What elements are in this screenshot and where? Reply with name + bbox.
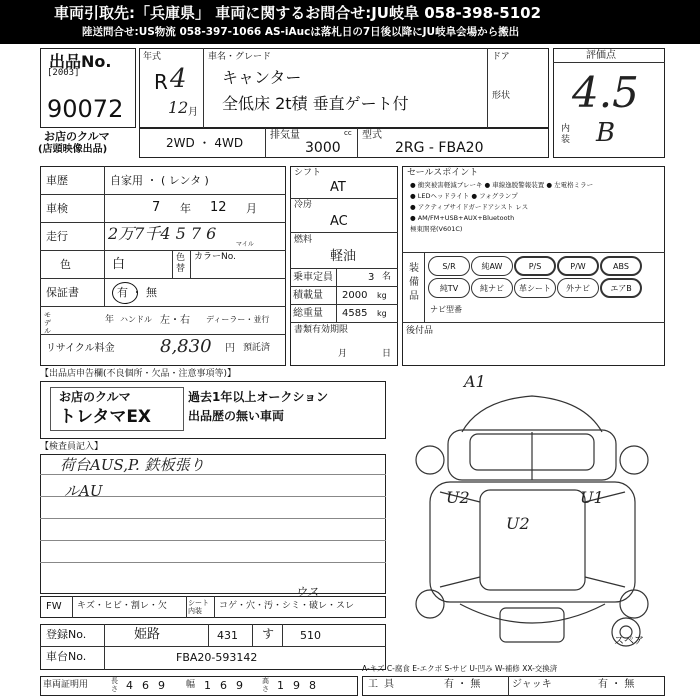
shift-label: シフト	[294, 168, 322, 178]
inspector-line1: 荷台AUS,P. 鉄板張り	[60, 456, 205, 474]
defect-fw: FW	[46, 601, 62, 612]
shop-notice-label: 【出品店申告欄(不良個所・欠品・注意事項等)】	[40, 369, 237, 379]
wheel-fr	[620, 446, 648, 474]
promo-line1: お店のクルマ	[59, 390, 131, 404]
shape-label: 形状	[492, 91, 511, 101]
header-line2: 陸送問合せ:US物流 058-397-1066 AS-iAucは落札日の7日後以降にJU岐阜会場から搬出	[82, 26, 520, 38]
warranty-label: 保証書	[46, 286, 79, 299]
registration-place: 姫路	[134, 627, 161, 642]
interior-label: 内装	[561, 124, 571, 145]
defect-note: ウス	[295, 585, 319, 599]
wheel-rl	[416, 590, 444, 618]
load-value: 2000	[342, 290, 368, 301]
sales-point-5: 極東開発(V601C)	[410, 225, 463, 233]
recycle-value: 8,830	[160, 336, 212, 357]
defect-fw-items: キズ・ヒビ・割レ・欠	[77, 601, 167, 611]
inspector-line2: ルAU	[64, 482, 103, 500]
defect-legend: A-キズ C-腐食 E-エクボ S-サビ U-凹み W-補修 XX-交換済	[362, 664, 558, 673]
header-line1: 車両引取先:「兵庫県」 車両に関するお問合せ:JU岐阜 058-398-5102	[54, 4, 542, 22]
equip-pw: P/W	[557, 256, 599, 276]
warranty-options: 有 ・ 無	[117, 286, 157, 299]
color-change-label: 色替	[176, 253, 186, 274]
equip-airbag: エアB	[600, 278, 642, 298]
color-no-label: カラーNo.	[194, 252, 236, 262]
pillar-rr	[585, 577, 625, 587]
mileage-value: 2万7千4 5 7 6	[108, 224, 217, 243]
color-value: 白	[112, 257, 126, 272]
handle-value: 左・右	[160, 315, 190, 326]
chassis-label: 車台No.	[46, 650, 87, 663]
displacement-unit: cc	[344, 129, 352, 137]
sales-point-3: ● アクティブサイドガードアシスト レス	[410, 203, 529, 211]
roof-outline	[462, 396, 602, 432]
inspection-year-unit: 年	[180, 202, 191, 215]
total-weight-value: 4585	[342, 308, 368, 319]
tools-value: 有 ・ 無	[444, 679, 481, 690]
cert-len: 469	[126, 679, 174, 692]
car-name-label: 車名・グレード	[208, 52, 272, 62]
tools-label: 工具	[368, 679, 400, 690]
model-year-small: 年	[105, 315, 115, 325]
inspection-label: 車検	[46, 202, 68, 215]
diagram-spare-label: スペア	[614, 636, 644, 647]
sales-point-4: ● AM/FM+USB+AUX+Bluetooth	[410, 214, 515, 222]
promo-line2: トレタマEX	[59, 407, 152, 427]
vehicle-diagram	[400, 372, 665, 662]
total-weight-unit: kg	[377, 309, 387, 318]
history-label: 車歴	[46, 174, 68, 187]
pillar-rl	[440, 577, 480, 587]
total-weight-label: 総重量	[293, 308, 323, 319]
equip-leather: 革シート	[514, 278, 556, 298]
promo-badge	[50, 387, 184, 431]
rating-score: 4.5	[572, 68, 639, 117]
rear-body	[460, 604, 605, 623]
fuel-label: 燃料	[294, 235, 313, 245]
drive-text: 2WD ・ 4WD	[166, 136, 244, 150]
inspector-label: 【検査員記入】	[40, 442, 104, 452]
wheel-rr	[620, 590, 648, 618]
recycle-unit: 円	[225, 343, 235, 354]
wheel-fl	[416, 446, 444, 474]
navi-model-label: ナビ型番	[430, 305, 462, 314]
door-label: ドア	[492, 52, 510, 62]
handle-label: ハンドル	[120, 315, 152, 324]
load-unit: kg	[377, 291, 387, 300]
rear-window	[500, 608, 564, 642]
displacement-label: 排気量	[270, 130, 300, 141]
diagram-u2-left: U2	[446, 488, 470, 507]
model-code-value: 2RG - FBA20	[395, 140, 484, 156]
inspection-year: 7	[152, 200, 161, 215]
equip-navi: 純ナビ	[471, 278, 513, 298]
model-year-month-unit: 月	[188, 107, 198, 118]
capacity-unit: 名	[382, 272, 392, 282]
capacity-value: 3	[368, 272, 375, 283]
equip-aw: 純AW	[471, 256, 513, 276]
post-fit-label: 後付品	[406, 326, 434, 336]
diagram-u2-center: U2	[506, 514, 530, 533]
diagram-a1: A1	[464, 372, 486, 391]
lot-label: 出品No.	[49, 52, 112, 71]
equip-abs: ABS	[600, 256, 642, 276]
doc-expiry-month: 月	[338, 349, 348, 359]
cert-hgt-label: 高さ	[262, 677, 269, 693]
header-bar	[0, 0, 700, 44]
registration-class: 431	[217, 629, 238, 642]
inspection-month: 12	[210, 200, 227, 215]
equip-ps: P/S	[514, 256, 556, 276]
sales-points-label: セールスポイント	[407, 168, 479, 178]
load-label: 積載量	[293, 290, 323, 301]
equipment-label: 装備品	[409, 263, 419, 302]
car-name-line2: 全低床 2t積 垂直ゲート付	[222, 94, 409, 113]
spec-table	[290, 166, 398, 366]
model-code-label: 型式	[362, 130, 382, 141]
model-year-month: 12	[168, 98, 189, 117]
cert-hgt: 198	[277, 679, 325, 692]
shift-value: AT	[330, 180, 346, 195]
diagram-u1: U1	[580, 488, 604, 507]
displacement-value: 3000	[305, 140, 341, 156]
cert-wid-label: 幅	[186, 680, 196, 690]
lot-note1: お店のクルマ	[44, 130, 110, 143]
doc-expiry-day: 日	[382, 349, 392, 359]
lot-note2: (店頭映像出品)	[38, 144, 108, 155]
lot-tag: [2003]	[47, 68, 80, 78]
color-label: 色	[60, 258, 71, 271]
capacity-label: 乗車定員	[293, 272, 333, 283]
defect-seat: シート内装	[188, 599, 209, 615]
promo-right2: 出品歴の無い車両	[188, 409, 285, 423]
inspector-box	[40, 454, 386, 594]
ac-label: 冷房	[294, 200, 313, 210]
jack-value: 有 ・ 無	[598, 679, 635, 690]
equip-ext-navi: 外ナビ	[557, 278, 599, 298]
chassis-value: FBA20-593142	[176, 651, 258, 664]
model-year-era: R	[154, 70, 168, 94]
equip-sr: S/R	[428, 256, 470, 276]
mileage-unit: マイル	[236, 241, 254, 248]
promo-right1: 過去1年以上オークション	[188, 390, 329, 404]
model-label: モデル	[44, 311, 51, 335]
registration-label: 登録No.	[46, 628, 87, 641]
dealer-label: ディーラー・並行	[206, 315, 270, 324]
history-values: 自家用 ・ ( レンタ )	[110, 174, 209, 187]
equip-tv: 純TV	[428, 278, 470, 298]
mileage-label: 走行	[46, 230, 68, 243]
sales-point-2: ● LEDヘッドライト ● フォグランプ	[410, 192, 518, 200]
interior-value: B	[596, 118, 616, 148]
ac-value: AC	[330, 214, 348, 229]
recycle-label: リサイクル料金	[46, 343, 115, 354]
model-year-label: 年式	[143, 52, 162, 62]
cert-label: 車両証明用	[43, 680, 89, 690]
jack-label: ジャッキ	[512, 679, 552, 690]
sales-point-1: ● 衝突被害軽減ブレーキ ● 車線逸脱警報装置 ● 左電格ミラー	[410, 181, 594, 189]
cert-len-label: 長さ	[111, 677, 118, 693]
cert-wid: 169	[204, 679, 252, 692]
cab-roof	[480, 490, 585, 590]
recycle-deposit: 預託済	[243, 343, 271, 353]
registration-number: 510	[300, 629, 321, 642]
registration-kana: す	[262, 627, 275, 641]
model-year-year: 4	[170, 64, 187, 94]
fuel-value: 軽油	[330, 249, 357, 264]
defect-seat-items: コゲ・穴・汚・シミ・破レ・スレ	[219, 601, 355, 611]
lot-box	[40, 48, 136, 128]
doc-expiry-label: 書類有効期限	[294, 325, 349, 335]
car-name-line1: キャンター	[222, 68, 302, 87]
lot-number: 90072	[47, 95, 124, 123]
rating-label: 評価点	[586, 50, 616, 61]
inspection-month-unit: 月	[246, 202, 257, 215]
